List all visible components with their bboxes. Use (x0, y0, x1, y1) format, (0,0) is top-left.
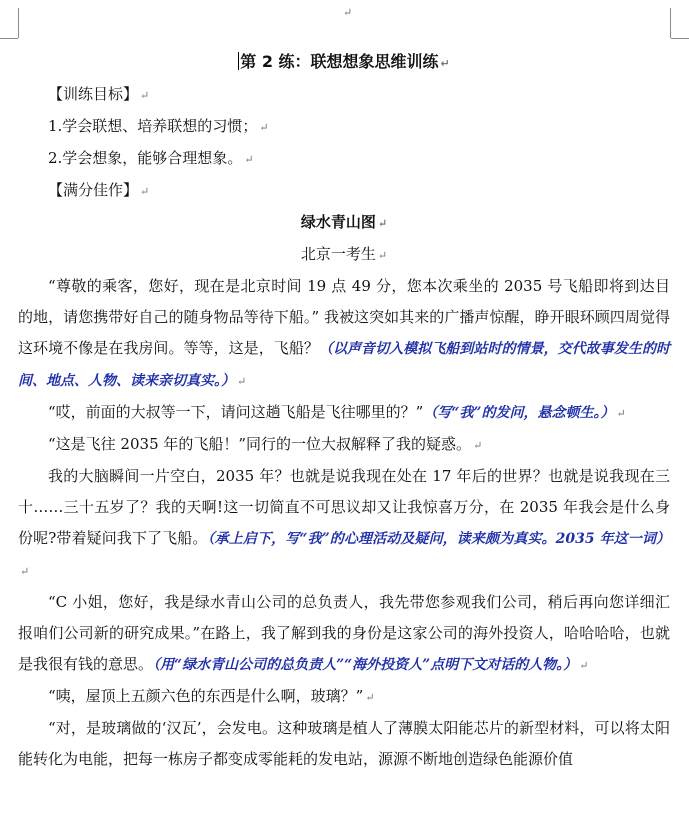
paragraph-mark-icon: ↵ (440, 57, 450, 70)
crop-mark-top-right (670, 8, 689, 38)
crop-mark-top-left-h (0, 38, 18, 40)
essay-paragraph: 我的大脑瞬间一片空白，2035 年？也就是说我现在处在 17 年后的世界？也就是说我现在三十……三十五岁了？我的天啊!这一切简直不可思议却又让我惊喜万分，在 2035 年我会是什么身份呢?带着疑问我下了飞船。（承上启下，写“我”的心理活动及疑问，读来颇为真实。2035 年这一词）↵ (18, 467, 670, 578)
crop-mark-top-right-h (671, 38, 689, 40)
essay-label: 【满分佳作】 ↵ (48, 181, 150, 199)
essay-title: 绿水青山图 ↵ (300, 213, 388, 231)
annotation: （以声音切入模拟飞船到站时的情景，交代故事发生的时间、地点、人物、读来亲切真实。） (18, 341, 670, 389)
annotation: （用“绿水青山公司的总负责人”“海外投资人”点明下文对话的人物。） (153, 657, 578, 673)
goal-item: 1.学会联想、培养联想的习惯； ↵ (48, 117, 269, 135)
essay-paragraph: “咦，屋顶上五颜六色的东西是什么啊，玻璃？” ↵ (48, 687, 375, 705)
document-page[interactable] (18, 46, 670, 775)
essay-paragraph: “哎，前面的大叔等一下，请问这趟飞船是飞往哪里的？”（写“我”的发问，悬念顿生。） ↵ (48, 403, 626, 421)
annotation: （承上启下，写“我”的心理活动及疑问，读来颇为真实。2035 年这一词） (207, 531, 670, 547)
paragraph-mark-icon: ↵ (343, 6, 353, 19)
doc-title: 第 2 练：联想想象思维训练 ↵ (240, 52, 450, 71)
goal-label: 【训练目标】 ↵ (48, 85, 150, 103)
essay-paragraph: “尊敬的乘客，您好，现在是北京时间 19 点 49 分，您本次乘坐的 2035 号飞船即将到达目的地，请您携带好自己的随身物品等待下船。” 我被这突如其来的广播声惊醒，睁开眼环顾四周觉得这环境不像是在我房间。等等，这是，飞船？（以声音切入模拟飞船到站时的情景，交代故事发生的时间、地点、人物、读来亲切真实。） ↵ (18, 277, 670, 389)
crop-mark-top-left (0, 8, 19, 38)
essay-paragraph: “对，是玻璃做的‘汉瓦’，会发电。这种玻璃是植人了薄膜太阳能芯片的新型材料，可以将太阳能转化为电能，把每一栋房子都变成零能耗的发电站，源源不断地创造绿色能源价值 (18, 719, 670, 768)
essay-author: 北京一考生 ↵ (300, 245, 388, 263)
essay-paragraph: “这是飞往 2035 年的飞船！”同行的一位大叔解释了我的疑惑。 ↵ (48, 435, 483, 453)
annotation: （写“我”的发问，悬念顿生。） (423, 405, 615, 421)
essay-paragraph: “C 小姐，您好，我是绿水青山公司的总负责人，我先带您参观我们公司，稍后再向您详细汇报咱们公司新的研究成果。”在路上，我了解到我的身份是这家公司的海外投资人，哈哈哈哈，也就是我很有钱的意思。（用“绿水青山公司的总负责人”“海外投资人”点明下文对话的人物。） ↵ (18, 593, 670, 673)
goal-item: 2.学会想象，能够合理想象。 ↵ (48, 149, 254, 167)
